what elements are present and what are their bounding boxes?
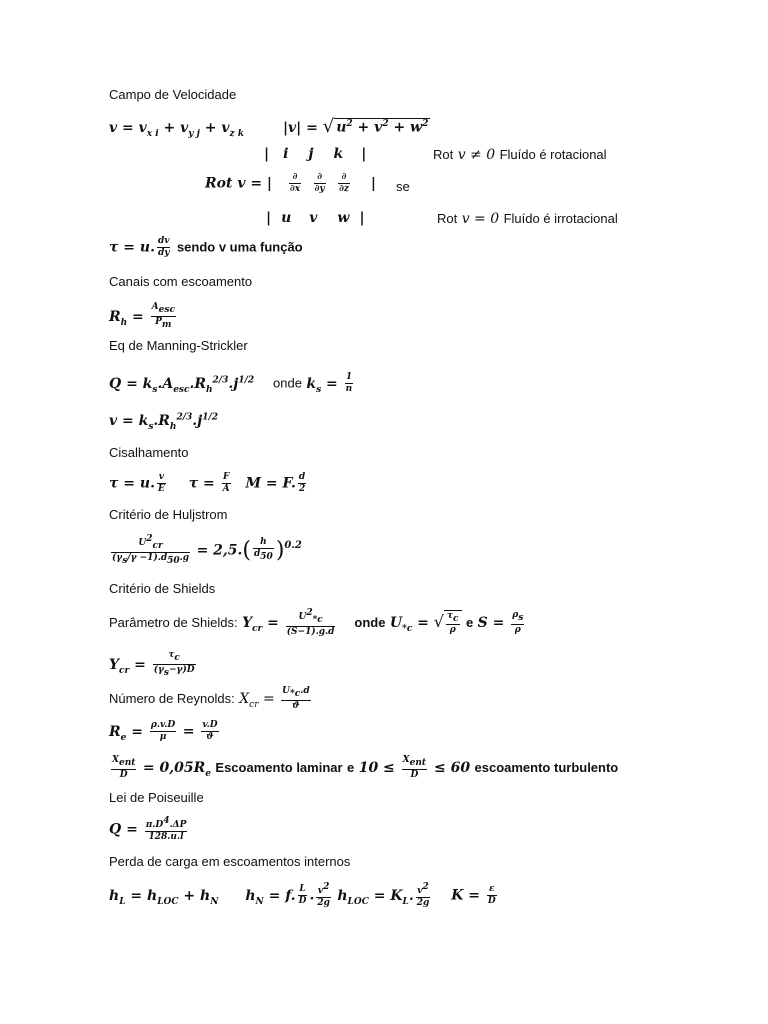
heading-manning-strickler: Eq de Manning-Strickler — [109, 338, 248, 353]
heading-cisalhamento: Cisalhamento — [109, 445, 189, 460]
heading-huljstrom: Critério de Huljstrom — [109, 507, 228, 522]
shields-ycr-equation: $Y_{cr}$ = $\frac{\tau_c}{(\gamma_s-\gamma)D}$ — [109, 650, 195, 678]
rot-matrix-row-3: | u v w | — [266, 210, 365, 226]
rot-nonzero-note: Rot v ≠ 0 Fluído é rotacional — [433, 147, 607, 163]
huljstrom-equation: $\frac{U^2_{cr}}{(\gamma_s/\gamma -1).d_{50}.g}$ = 2,5.( $\frac{h}{d_{50}}$ )$^{0.2}$ — [112, 534, 302, 566]
heading-canais-com-escoamento: Canais com escoamento — [109, 274, 253, 289]
entrance-length-equation: $\frac{X_{ent}}{D}$ = $0,05R_e$ Escoamento laminar e 10 ≤ $\frac{X_{ent}}{D}$ ≤ 60 escoamento turbulento — [112, 755, 619, 780]
heading-perda-de-carga: Perda de carga em escoamentos internos — [109, 854, 351, 869]
shear-equations: τ = u. $\frac{v}{E}$ τ = $\frac{F}{A}$ M = F. $\frac{d}{2}$ — [109, 472, 306, 494]
heading-shields: Critério de Shields — [109, 581, 216, 596]
heading-poiseuille: Lei de Poiseuille — [109, 790, 204, 805]
se-label: se — [396, 179, 410, 194]
rot-matrix-row-1: | i j k | — [264, 146, 367, 162]
head-loss-equations: $h_L = h_{LOC} + h_N$ $h_N = f$. $\frac{L}{D}$ . $\frac{v^2}{2g}$ $h_{LOC} = K_L$. $\frac{v^2}{2g}$ K = $\frac{\varepsilon}{D}$ — [109, 882, 496, 908]
shields-parameter-equation: Parâmetro de Shields: $Y_{cr}$ = $\frac{U^2_{*c}}{(S-1).g.d}$ onde $U_{*c}$ = √ $\frac{\tau_c}{\rho}$ e S = $\frac{\rho_s}{\rho}$ — [109, 608, 524, 637]
tau-viscosity-equation: τ = u. $\frac{dv}{dy}$ sendo v uma função — [109, 236, 303, 258]
velocity-vector-equation: $v = v_{x i} + v_{y j} + v_{z k}$ |v| = √ $u^2 + v^2 + w^2$ — [109, 116, 429, 139]
rot-zero-note: Rot v = 0 Fluído é irrotacional — [437, 211, 618, 227]
manning-flow-equation: $Q = k_s.A_{esc}.R_h^{2/3}.j^{1/2}$ onde $k_s$ = $\frac{1}{n}$ — [109, 372, 353, 395]
heading-campo-de-velocidade: Campo de Velocidade — [109, 87, 237, 102]
rot-v-determinant: Rot v = | $\frac{\partial}{\partial x}$ $\frac{\partial}{\partial y}$ $\frac{\partial}{\partial z}$ | — [205, 172, 376, 194]
manning-velocity-equation: $v = k_s.R_h^{2/3}.j^{1/2}$ — [109, 412, 219, 432]
poiseuille-equation: Q = $\frac{\pi.D^4.\Delta P}{128.u.l}$ — [109, 816, 187, 842]
reynolds-number-equation: $R_e$ = $\frac{\rho.v.D}{\mu}$ = $\frac{v.D}{ϑ}$ — [109, 720, 218, 743]
reynolds-critical-equation: Número de Reynolds: $X_{cr}$ = $\frac{U_{*c}.d}{ϑ}$ — [109, 686, 310, 711]
hydraulic-radius-equation: $R_h$ = $\frac{A_{esc}}{P_m}$ — [109, 302, 175, 330]
